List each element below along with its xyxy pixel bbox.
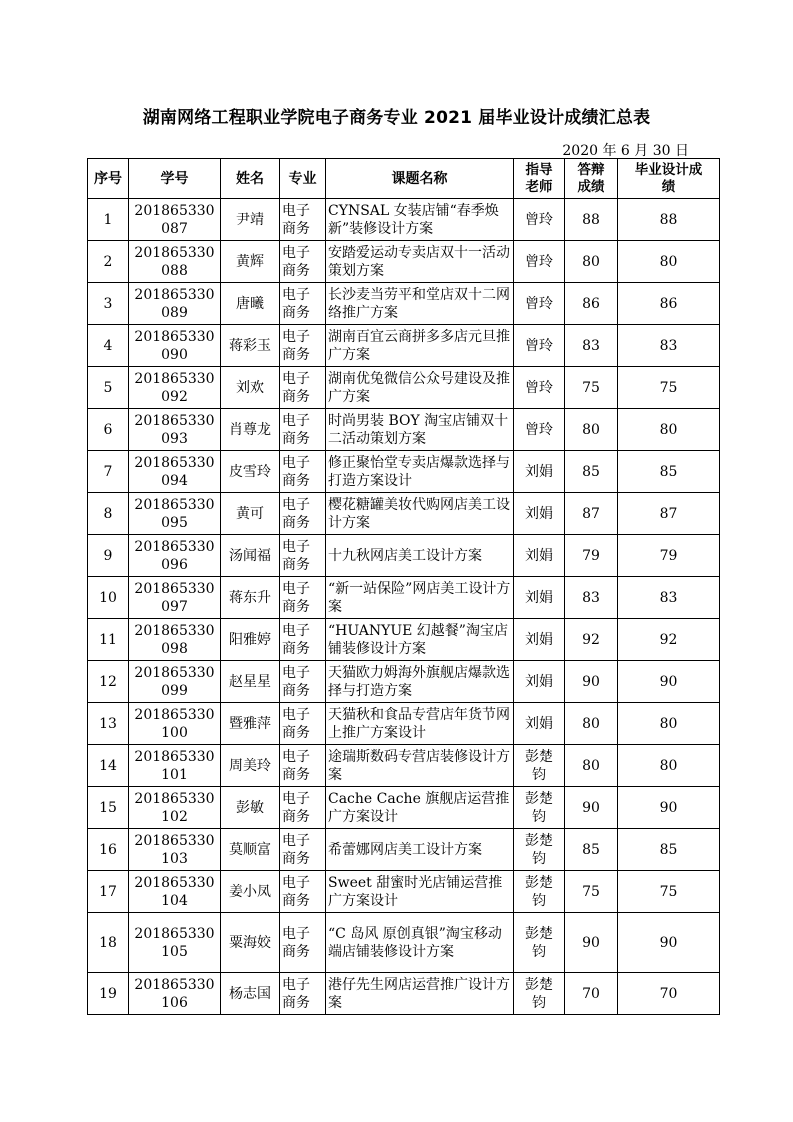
cell-final-score: 83 bbox=[618, 325, 720, 367]
cell-index: 13 bbox=[88, 703, 129, 745]
advisor-text: 曾玲 bbox=[525, 337, 553, 354]
cell-advisor bbox=[514, 409, 565, 451]
major-text: 电子商务 bbox=[282, 874, 310, 909]
header-index: 序号 bbox=[88, 159, 129, 199]
student-id-line-1: 201865330 bbox=[134, 202, 215, 219]
document-date: 2020 年 6 月 30 日 bbox=[562, 143, 689, 159]
advisor-text: 曾玲 bbox=[525, 295, 553, 312]
student-id-line-2: 104 bbox=[161, 892, 188, 909]
table-body bbox=[88, 199, 720, 1015]
student-id-line-2: 093 bbox=[161, 430, 188, 447]
cell-topic bbox=[326, 787, 514, 829]
cell-name: 阳雅婷 bbox=[221, 619, 280, 661]
cell-major bbox=[280, 493, 326, 535]
cell-final-score: 85 bbox=[618, 829, 720, 871]
cell-defense-score: 80 bbox=[565, 409, 618, 451]
cell-name: 赵星星 bbox=[221, 661, 280, 703]
cell-major bbox=[280, 973, 326, 1015]
cell-defense-score: 83 bbox=[565, 577, 618, 619]
advisor-text: 彭楚钧 bbox=[525, 925, 553, 960]
cell-major bbox=[280, 661, 326, 703]
student-id-line-2: 090 bbox=[161, 346, 188, 363]
cell-student-id bbox=[129, 283, 221, 325]
table-row bbox=[88, 829, 720, 871]
student-id-line-2: 099 bbox=[161, 682, 188, 699]
cell-topic bbox=[326, 283, 514, 325]
cell-final-score: 75 bbox=[618, 367, 720, 409]
major-text: 电子商务 bbox=[282, 580, 310, 615]
student-id-line-1: 201865330 bbox=[134, 748, 215, 765]
cell-final-score: 70 bbox=[618, 973, 720, 1015]
cell-advisor bbox=[514, 535, 565, 577]
cell-index: 16 bbox=[88, 829, 129, 871]
student-id-line-2: 097 bbox=[161, 598, 188, 615]
cell-student-id bbox=[129, 619, 221, 661]
cell-final-score: 87 bbox=[618, 493, 720, 535]
cell-name: 粟海姣 bbox=[221, 913, 280, 973]
topic-text: “HUANYUE 幻越餐”淘宝店铺装修设计方案 bbox=[328, 622, 508, 657]
cell-defense-score: 80 bbox=[565, 241, 618, 283]
cell-student-id bbox=[129, 871, 221, 913]
cell-index: 12 bbox=[88, 661, 129, 703]
table-row bbox=[88, 409, 720, 451]
table-row bbox=[88, 283, 720, 325]
cell-defense-score: 90 bbox=[565, 787, 618, 829]
cell-advisor bbox=[514, 367, 565, 409]
topic-text: 希蕾娜网店美工设计方案 bbox=[328, 841, 482, 858]
cell-defense-score: 88 bbox=[565, 199, 618, 241]
cell-student-id bbox=[129, 409, 221, 451]
cell-name: 黄辉 bbox=[221, 241, 280, 283]
cell-major bbox=[280, 745, 326, 787]
cell-major bbox=[280, 241, 326, 283]
table-row bbox=[88, 493, 720, 535]
table-row bbox=[88, 787, 720, 829]
cell-advisor bbox=[514, 619, 565, 661]
advisor-text: 刘娟 bbox=[525, 715, 553, 732]
cell-major bbox=[280, 577, 326, 619]
cell-topic bbox=[326, 703, 514, 745]
cell-defense-score: 80 bbox=[565, 745, 618, 787]
advisor-text: 刘娟 bbox=[525, 547, 553, 564]
table-header-row bbox=[88, 159, 720, 199]
student-id-line-2: 087 bbox=[161, 220, 188, 237]
table-row bbox=[88, 871, 720, 913]
cell-defense-score: 83 bbox=[565, 325, 618, 367]
cell-student-id bbox=[129, 451, 221, 493]
table-row bbox=[88, 577, 720, 619]
header-name: 姓名 bbox=[221, 159, 280, 199]
cell-major bbox=[280, 913, 326, 973]
cell-index: 15 bbox=[88, 787, 129, 829]
student-id-line-1: 201865330 bbox=[134, 976, 215, 993]
cell-final-score: 85 bbox=[618, 451, 720, 493]
cell-major bbox=[280, 367, 326, 409]
cell-advisor bbox=[514, 241, 565, 283]
topic-text: “C 岛风 原创真银”淘宝移动端店铺装修设计方案 bbox=[328, 925, 502, 960]
cell-advisor bbox=[514, 745, 565, 787]
cell-defense-score: 90 bbox=[565, 913, 618, 973]
table-row bbox=[88, 535, 720, 577]
cell-major bbox=[280, 703, 326, 745]
cell-final-score: 80 bbox=[618, 241, 720, 283]
topic-text: 时尚男装 BOY 淘宝店铺双十二活动策划方案 bbox=[328, 412, 509, 447]
major-text: 电子商务 bbox=[282, 664, 310, 699]
student-id-line-2: 094 bbox=[161, 472, 188, 489]
cell-topic bbox=[326, 829, 514, 871]
cell-final-score: 90 bbox=[618, 913, 720, 973]
cell-advisor bbox=[514, 493, 565, 535]
cell-topic bbox=[326, 199, 514, 241]
table-row bbox=[88, 241, 720, 283]
major-text: 电子商务 bbox=[282, 925, 310, 960]
cell-student-id bbox=[129, 703, 221, 745]
cell-final-score: 80 bbox=[618, 409, 720, 451]
cell-final-score: 75 bbox=[618, 871, 720, 913]
advisor-text: 彭楚钧 bbox=[525, 832, 553, 867]
advisor-text: 刘娟 bbox=[525, 589, 553, 606]
cell-name: 黄可 bbox=[221, 493, 280, 535]
student-id-line-2: 089 bbox=[161, 304, 188, 321]
document-title: 湖南网络工程职业学院电子商务专业 2021 届毕业设计成绩汇总表 bbox=[142, 108, 651, 128]
advisor-text: 曾玲 bbox=[525, 379, 553, 396]
student-id-line-1: 201865330 bbox=[134, 925, 215, 942]
cell-major bbox=[280, 451, 326, 493]
table-row bbox=[88, 367, 720, 409]
topic-text: 湖南百宜云商拼多多店元旦推广方案 bbox=[328, 328, 510, 363]
major-text: 电子商务 bbox=[282, 496, 310, 531]
advisor-text: 彭楚钧 bbox=[525, 748, 553, 783]
student-id-line-2: 088 bbox=[161, 262, 188, 279]
cell-defense-score: 75 bbox=[565, 367, 618, 409]
table-row bbox=[88, 745, 720, 787]
topic-text: 修正聚怡堂专卖店爆款选择与打造方案设计 bbox=[328, 454, 510, 489]
cell-name: 蒋东升 bbox=[221, 577, 280, 619]
header-advisor bbox=[514, 159, 565, 199]
cell-name: 蒋彩玉 bbox=[221, 325, 280, 367]
cell-student-id bbox=[129, 787, 221, 829]
cell-student-id bbox=[129, 661, 221, 703]
cell-name: 刘欢 bbox=[221, 367, 280, 409]
topic-text: 十九秋网店美工设计方案 bbox=[328, 547, 482, 564]
cell-major bbox=[280, 787, 326, 829]
student-id-line-1: 201865330 bbox=[134, 370, 215, 387]
cell-student-id bbox=[129, 745, 221, 787]
cell-topic bbox=[326, 241, 514, 283]
major-text: 电子商务 bbox=[282, 412, 310, 447]
topic-text: 天猫秋和食品专营店年货节网上推广方案设计 bbox=[328, 706, 510, 741]
major-text: 电子商务 bbox=[282, 286, 310, 321]
cell-major bbox=[280, 871, 326, 913]
cell-student-id bbox=[129, 367, 221, 409]
cell-major bbox=[280, 199, 326, 241]
cell-index: 17 bbox=[88, 871, 129, 913]
cell-name: 尹靖 bbox=[221, 199, 280, 241]
header-defense bbox=[565, 159, 618, 199]
advisor-text: 曾玲 bbox=[525, 253, 553, 270]
student-id-line-1: 201865330 bbox=[134, 664, 215, 681]
cell-defense-score: 86 bbox=[565, 283, 618, 325]
cell-student-id bbox=[129, 535, 221, 577]
student-id-line-1: 201865330 bbox=[134, 244, 215, 261]
student-id-line-1: 201865330 bbox=[134, 286, 215, 303]
major-text: 电子商务 bbox=[282, 622, 310, 657]
student-id-line-2: 096 bbox=[161, 556, 188, 573]
cell-index: 4 bbox=[88, 325, 129, 367]
cell-name: 姜小凤 bbox=[221, 871, 280, 913]
cell-advisor bbox=[514, 973, 565, 1015]
student-id-line-1: 201865330 bbox=[134, 328, 215, 345]
cell-topic bbox=[326, 409, 514, 451]
student-id-line-2: 092 bbox=[161, 388, 188, 405]
cell-final-score: 92 bbox=[618, 619, 720, 661]
major-text: 电子商务 bbox=[282, 790, 310, 825]
student-id-line-1: 201865330 bbox=[134, 496, 215, 513]
major-text: 电子商务 bbox=[282, 202, 310, 237]
cell-index: 1 bbox=[88, 199, 129, 241]
cell-defense-score: 87 bbox=[565, 493, 618, 535]
table-row bbox=[88, 973, 720, 1015]
cell-advisor bbox=[514, 787, 565, 829]
header-final bbox=[618, 159, 720, 199]
advisor-text: 刘娟 bbox=[525, 463, 553, 480]
cell-name: 杨志国 bbox=[221, 973, 280, 1015]
student-id-line-1: 201865330 bbox=[134, 874, 215, 891]
student-id-line-2: 106 bbox=[161, 994, 188, 1011]
topic-text: 安踏爱运动专卖店双十一活动策划方案 bbox=[328, 244, 510, 279]
topic-text: 湖南优兔微信公众号建设及推广方案 bbox=[328, 370, 510, 405]
cell-final-score: 88 bbox=[618, 199, 720, 241]
topic-text: CYNSAL 女装店铺“春季焕新”装修设计方案 bbox=[328, 202, 499, 237]
advisor-text: 彭楚钧 bbox=[525, 790, 553, 825]
major-text: 电子商务 bbox=[282, 244, 310, 279]
cell-topic bbox=[326, 871, 514, 913]
cell-major bbox=[280, 325, 326, 367]
header-defense-text: 答辩成绩 bbox=[577, 161, 605, 195]
cell-advisor bbox=[514, 199, 565, 241]
grades-table bbox=[87, 158, 720, 1015]
advisor-text: 曾玲 bbox=[525, 211, 553, 228]
cell-advisor bbox=[514, 703, 565, 745]
major-text: 电子商务 bbox=[282, 454, 310, 489]
student-id-line-1: 201865330 bbox=[134, 412, 215, 429]
cell-topic bbox=[326, 535, 514, 577]
cell-student-id bbox=[129, 973, 221, 1015]
cell-topic bbox=[326, 325, 514, 367]
cell-final-score: 90 bbox=[618, 787, 720, 829]
header-major: 专业 bbox=[280, 159, 326, 199]
cell-major bbox=[280, 409, 326, 451]
cell-index: 19 bbox=[88, 973, 129, 1015]
cell-index: 11 bbox=[88, 619, 129, 661]
cell-name: 汤闻福 bbox=[221, 535, 280, 577]
advisor-text: 彭楚钧 bbox=[525, 874, 553, 909]
table-row bbox=[88, 619, 720, 661]
cell-student-id bbox=[129, 199, 221, 241]
cell-major bbox=[280, 619, 326, 661]
cell-final-score: 90 bbox=[618, 661, 720, 703]
cell-student-id bbox=[129, 493, 221, 535]
header-final-text: 毕业设计成绩 bbox=[634, 161, 703, 195]
student-id-line-2: 105 bbox=[161, 943, 188, 960]
cell-topic bbox=[326, 661, 514, 703]
topic-text: “新一站保险”网店美工设计方案 bbox=[328, 580, 511, 615]
cell-topic bbox=[326, 619, 514, 661]
major-text: 电子商务 bbox=[282, 538, 310, 573]
topic-text: 途瑞斯数码专营店装修设计方案 bbox=[328, 748, 510, 783]
cell-index: 10 bbox=[88, 577, 129, 619]
table-row bbox=[88, 913, 720, 973]
cell-topic bbox=[326, 973, 514, 1015]
cell-major bbox=[280, 535, 326, 577]
cell-advisor bbox=[514, 283, 565, 325]
major-text: 电子商务 bbox=[282, 328, 310, 363]
cell-advisor bbox=[514, 451, 565, 493]
cell-defense-score: 79 bbox=[565, 535, 618, 577]
cell-major bbox=[280, 283, 326, 325]
topic-text: 天猫欧力姆海外旗舰店爆款选择与打造方案 bbox=[328, 664, 510, 699]
table-row bbox=[88, 325, 720, 367]
advisor-text: 曾玲 bbox=[525, 421, 553, 438]
cell-name: 莫顺富 bbox=[221, 829, 280, 871]
cell-topic bbox=[326, 745, 514, 787]
cell-name: 唐曦 bbox=[221, 283, 280, 325]
cell-student-id bbox=[129, 325, 221, 367]
cell-student-id bbox=[129, 241, 221, 283]
student-id-line-1: 201865330 bbox=[134, 790, 215, 807]
advisor-text: 彭楚钧 bbox=[525, 976, 553, 1011]
header-student-id: 学号 bbox=[129, 159, 221, 199]
cell-defense-score: 75 bbox=[565, 871, 618, 913]
cell-name: 彭敏 bbox=[221, 787, 280, 829]
major-text: 电子商务 bbox=[282, 706, 310, 741]
cell-index: 8 bbox=[88, 493, 129, 535]
major-text: 电子商务 bbox=[282, 976, 310, 1011]
cell-topic bbox=[326, 577, 514, 619]
student-id-line-2: 100 bbox=[161, 724, 188, 741]
cell-advisor bbox=[514, 325, 565, 367]
major-text: 电子商务 bbox=[282, 832, 310, 867]
cell-student-id bbox=[129, 913, 221, 973]
table-row bbox=[88, 451, 720, 493]
cell-index: 18 bbox=[88, 913, 129, 973]
cell-index: 14 bbox=[88, 745, 129, 787]
cell-defense-score: 90 bbox=[565, 661, 618, 703]
student-id-line-1: 201865330 bbox=[134, 454, 215, 471]
cell-final-score: 80 bbox=[618, 703, 720, 745]
major-text: 电子商务 bbox=[282, 370, 310, 405]
topic-text: Sweet 甜蜜时光店铺运营推广方案设计 bbox=[328, 874, 503, 909]
topic-text: Cache Cache 旗舰店运营推广方案设计 bbox=[328, 790, 510, 825]
cell-topic bbox=[326, 451, 514, 493]
student-id-line-1: 201865330 bbox=[134, 706, 215, 723]
table-row bbox=[88, 199, 720, 241]
cell-name: 肖尊龙 bbox=[221, 409, 280, 451]
student-id-line-2: 098 bbox=[161, 640, 188, 657]
cell-topic bbox=[326, 367, 514, 409]
student-id-line-1: 201865330 bbox=[134, 622, 215, 639]
cell-index: 9 bbox=[88, 535, 129, 577]
cell-name: 暨雅萍 bbox=[221, 703, 280, 745]
student-id-line-1: 201865330 bbox=[134, 538, 215, 555]
cell-index: 5 bbox=[88, 367, 129, 409]
student-id-line-2: 103 bbox=[161, 850, 188, 867]
table-row bbox=[88, 703, 720, 745]
advisor-text: 刘娟 bbox=[525, 673, 553, 690]
cell-student-id bbox=[129, 829, 221, 871]
cell-index: 3 bbox=[88, 283, 129, 325]
cell-topic bbox=[326, 913, 514, 973]
student-id-line-2: 101 bbox=[161, 766, 188, 783]
cell-final-score: 83 bbox=[618, 577, 720, 619]
cell-final-score: 86 bbox=[618, 283, 720, 325]
cell-defense-score: 80 bbox=[565, 703, 618, 745]
cell-advisor bbox=[514, 829, 565, 871]
cell-index: 7 bbox=[88, 451, 129, 493]
advisor-text: 刘娟 bbox=[525, 505, 553, 522]
student-id-line-1: 201865330 bbox=[134, 580, 215, 597]
cell-defense-score: 92 bbox=[565, 619, 618, 661]
cell-defense-score: 85 bbox=[565, 451, 618, 493]
advisor-text: 刘娟 bbox=[525, 631, 553, 648]
cell-student-id bbox=[129, 577, 221, 619]
cell-name: 皮雪玲 bbox=[221, 451, 280, 493]
cell-final-score: 79 bbox=[618, 535, 720, 577]
cell-major bbox=[280, 829, 326, 871]
major-text: 电子商务 bbox=[282, 748, 310, 783]
header-advisor-text: 指导老师 bbox=[525, 161, 553, 195]
cell-name: 周美玲 bbox=[221, 745, 280, 787]
student-id-line-2: 095 bbox=[161, 514, 188, 531]
cell-advisor bbox=[514, 577, 565, 619]
student-id-line-1: 201865330 bbox=[134, 832, 215, 849]
student-id-line-2: 102 bbox=[161, 808, 188, 825]
cell-advisor bbox=[514, 871, 565, 913]
topic-text: 长沙麦当劳平和堂店双十二网络推广方案 bbox=[328, 286, 510, 321]
cell-defense-score: 70 bbox=[565, 973, 618, 1015]
cell-index: 2 bbox=[88, 241, 129, 283]
header-topic: 课题名称 bbox=[326, 159, 514, 199]
cell-index: 6 bbox=[88, 409, 129, 451]
cell-advisor bbox=[514, 661, 565, 703]
table-row bbox=[88, 661, 720, 703]
cell-topic bbox=[326, 493, 514, 535]
cell-final-score: 80 bbox=[618, 745, 720, 787]
cell-advisor bbox=[514, 913, 565, 973]
cell-defense-score: 85 bbox=[565, 829, 618, 871]
topic-text: 樱花糖罐美妆代购网店美工设计方案 bbox=[328, 496, 510, 531]
topic-text: 港仔先生网店运营推广设计方案 bbox=[328, 976, 510, 1011]
